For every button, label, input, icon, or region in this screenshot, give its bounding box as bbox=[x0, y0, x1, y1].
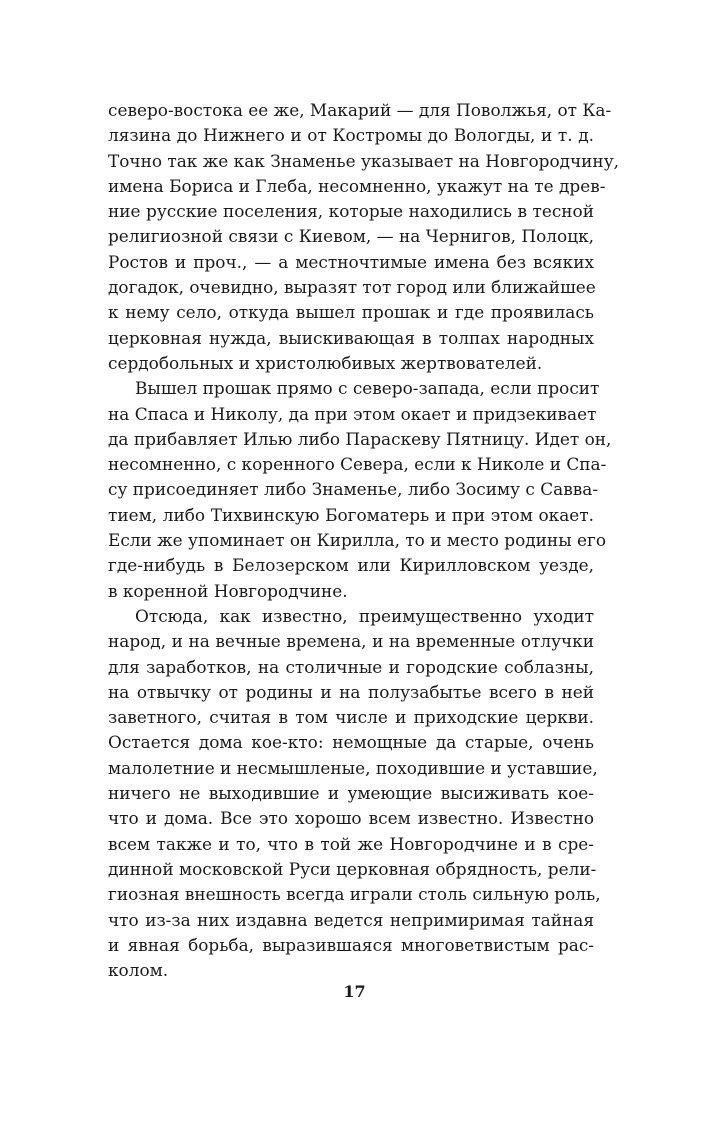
text-line: Точно так же как Знаменье указывает на Новгородчину, bbox=[108, 150, 619, 171]
text-line: и явная борьба, выразившаяся многоветвистым рас- bbox=[108, 934, 594, 955]
text-line: народ, и на вечные времена, и на временные отлучки bbox=[108, 631, 594, 652]
text-line: для заработков, на столичные и городские соблазны, bbox=[108, 656, 594, 677]
text-line: динной московской Руси церковная обрядность, рели- bbox=[108, 858, 597, 879]
text-line: су присоединяет либо Знаменье, либо Зосиму с Савва- bbox=[108, 479, 599, 500]
text-line: северо-востока ее же, Макарий — для Поволжья, от Ка- bbox=[108, 100, 612, 120]
text-line: что из-за них издавна ведется непримиримая тайная bbox=[108, 909, 594, 930]
text-line: малолетние и несмышленые, походившие и уставшие, bbox=[108, 757, 598, 778]
text-line: в коренной Новгородчине. bbox=[108, 580, 348, 601]
text-line: где-нибудь в Белозерском или Кирилловском уезде, bbox=[108, 555, 594, 576]
text-line: заветного, считая в том числе и приходские церкви. bbox=[108, 707, 594, 728]
text-line: Отсюда, как известно, преимущественно уходит bbox=[135, 605, 594, 626]
text-line: тием, либо Тихвинскую Богоматерь и при этом окает. bbox=[108, 504, 594, 525]
paragraph bbox=[108, 604, 601, 983]
text-line: Остается дома кое-кто: немощные да старые, очень bbox=[108, 732, 594, 753]
text-line: да прибавляет Илью либо Параскеву Пятницу. Идет он, bbox=[108, 428, 612, 449]
text-line: ние русские поселения, которые находились в тесной bbox=[108, 201, 594, 222]
text-line: колом. bbox=[108, 960, 169, 981]
text-line: имена Бориса и Глеба, несомненно, укажут на те древ- bbox=[108, 175, 606, 196]
text-line: всем также и то, что в той же Новгородчине и в сре- bbox=[108, 833, 594, 854]
body-text bbox=[108, 98, 619, 983]
text-line: на отвычку от родины и на полузабытье всего в ней bbox=[108, 681, 594, 702]
text-line: Ростов и проч., — а местночтимые имена без всяких bbox=[108, 251, 594, 272]
text-line: несомненно, с коренного Севера, если к Николе и Спа- bbox=[108, 454, 607, 475]
text-line: лязина до Нижнего и от Костромы до Вологды, и т. д. bbox=[108, 125, 594, 146]
text-line: что и дома. Все это хорошо всем известно. Известно bbox=[108, 808, 594, 829]
text-line: гиозная внешность всегда играли столь сильную роль, bbox=[108, 884, 601, 905]
text-line: Если же упоминает он Кирилла, то и место родины его bbox=[108, 530, 607, 551]
text-line: церковная нужда, выискивающая в толпах народных bbox=[108, 327, 594, 348]
paragraph bbox=[108, 98, 619, 376]
text-line: к нему село, откуда вышел прошак и где проявилась bbox=[108, 302, 594, 323]
text-line: сердобольных и христолюбивых жертвователей. bbox=[108, 352, 543, 373]
page-number: 17 bbox=[343, 982, 366, 1001]
paragraph bbox=[108, 376, 612, 604]
text-line: на Спаса и Николу, да при этом окает и придзекивает bbox=[108, 403, 597, 424]
text-line: религиозной связи с Киевом, — на Чернигов, Полоцк, bbox=[108, 226, 594, 247]
text-line: ничего не выходившие и умеющие высиживать кое- bbox=[108, 783, 594, 804]
text-line: догадок, очевидно, выразят тот город или ближайшее bbox=[108, 277, 596, 298]
text-line: Вышел прошак прямо с северо-запада, если просит bbox=[135, 378, 600, 399]
